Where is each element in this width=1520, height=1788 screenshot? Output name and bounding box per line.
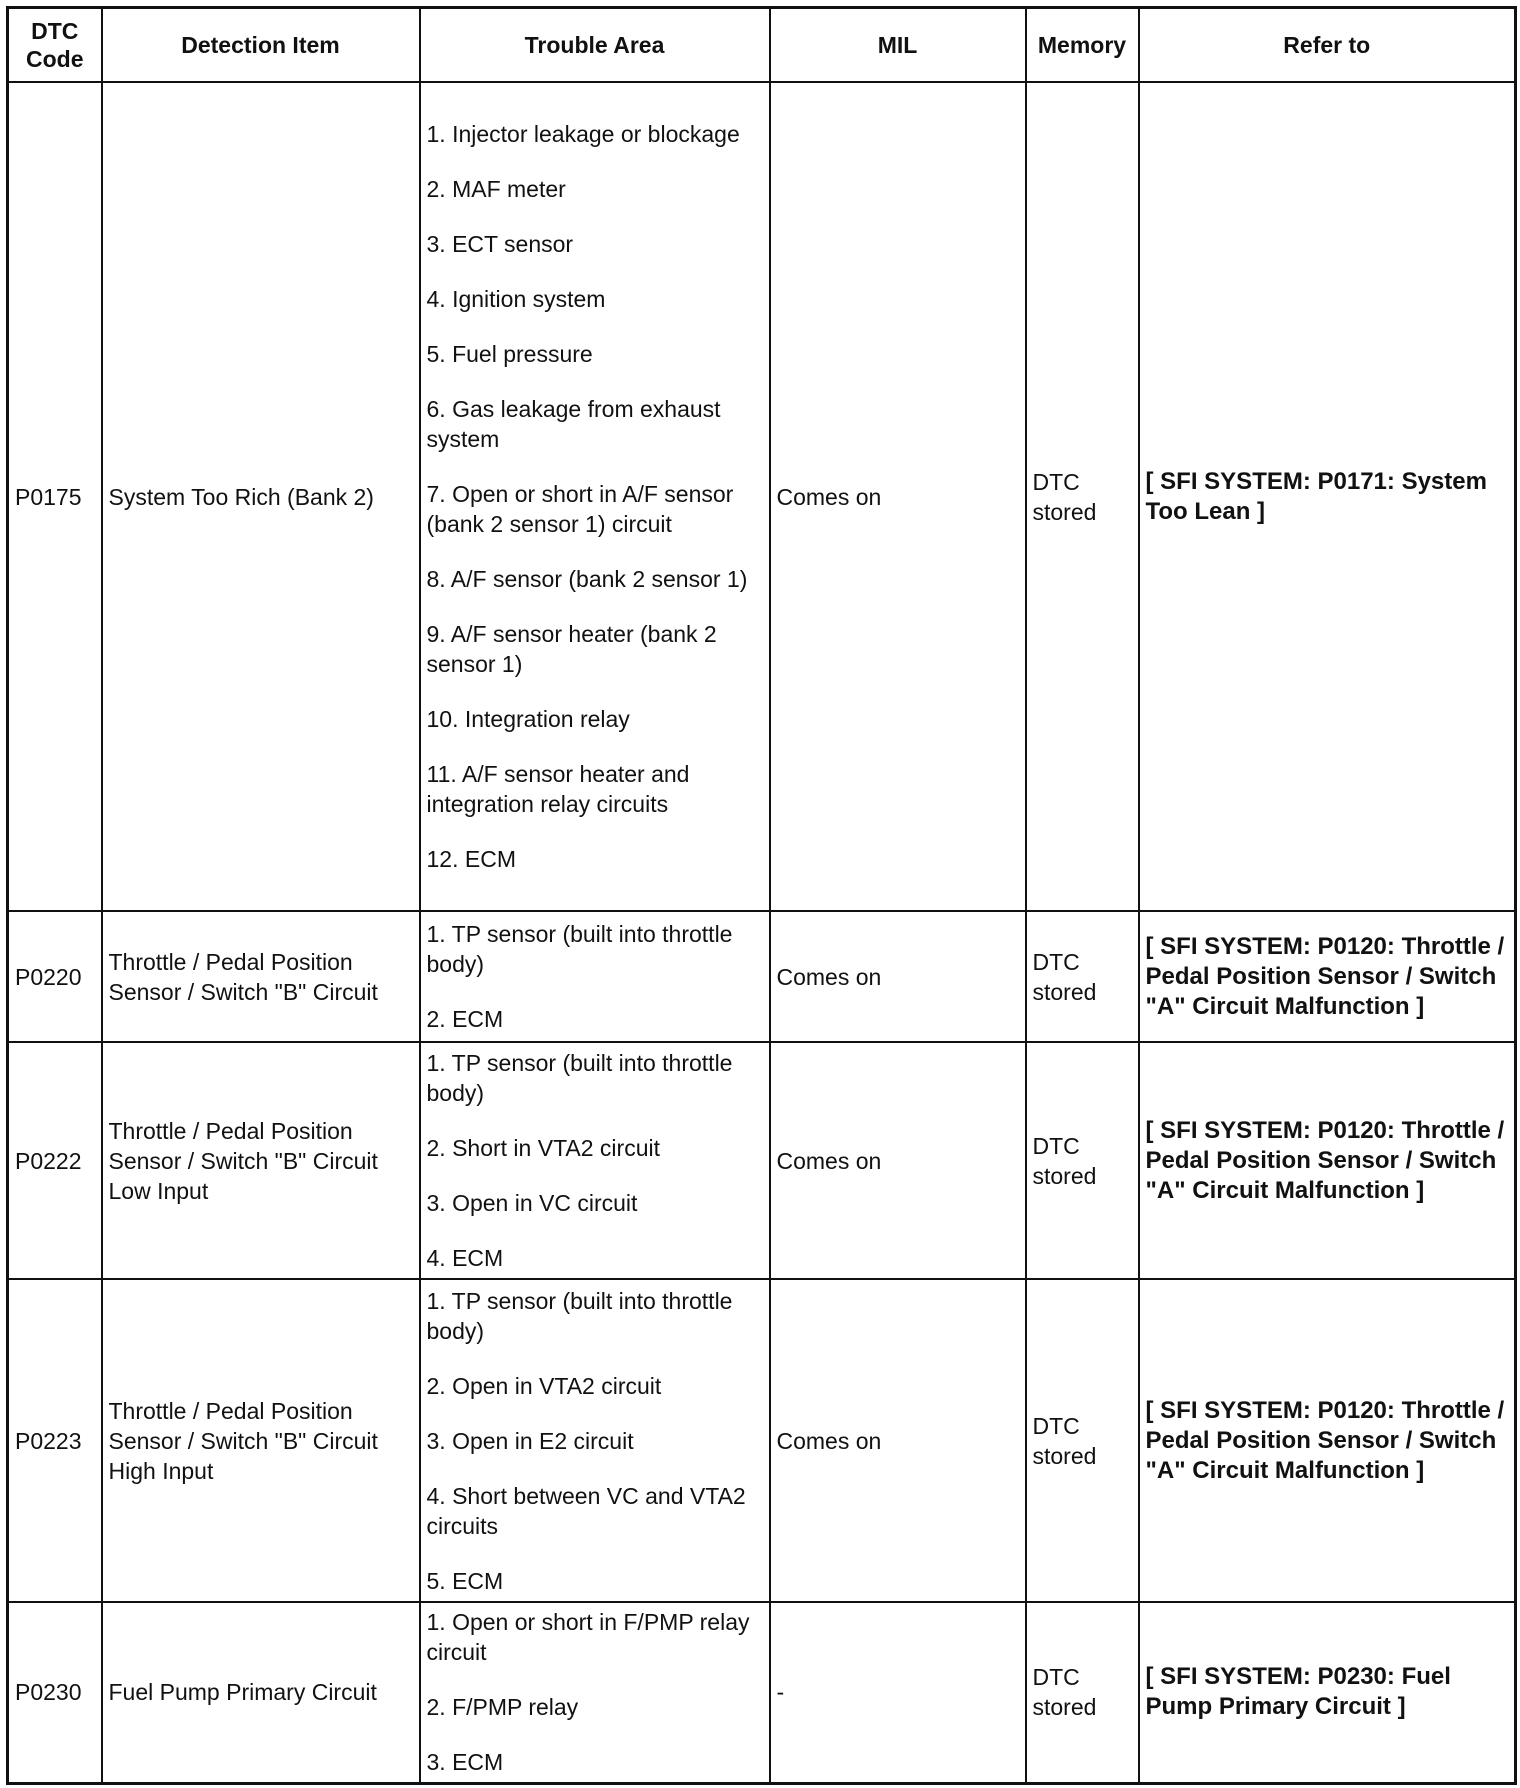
trouble-area-item: 5. ECM (426, 1567, 504, 1594)
table-row (8, 911, 1516, 1042)
table-row (8, 1042, 1516, 1279)
header-detection-item: Detection Item (102, 8, 420, 83)
table-row (8, 82, 1516, 911)
memory-cell: DTC stored (1026, 1042, 1139, 1279)
refer-to-link[interactable]: [ SFI SYSTEM: P0120: Throttle / Pedal Position Sensor / Switch "A" Circuit Malfunction ] (1139, 1279, 1516, 1602)
refer-to-link[interactable]: [ SFI SYSTEM: P0120: Throttle / Pedal Position Sensor / Switch "A" Circuit Malfunction ] (1139, 1042, 1516, 1279)
table-row (8, 1602, 1516, 1783)
header-trouble-area: Trouble Area (420, 8, 770, 83)
detection-item-cell: Throttle / Pedal Position Sensor / Switch "B" Circuit Low Input (102, 1042, 420, 1279)
header-mil: MIL (770, 8, 1026, 83)
trouble-area-item: 1. Injector leakage or blockage (426, 121, 740, 147)
header-refer-to: Refer to (1139, 8, 1516, 83)
trouble-area-item: 4. ECM (426, 1245, 504, 1271)
detection-item-cell: Throttle / Pedal Position Sensor / Switch "B" Circuit (102, 911, 420, 1042)
trouble-area-item: 2. Open in VTA2 circuit (426, 1372, 662, 1399)
trouble-area-item: 1. TP sensor (built into throttle body) (426, 921, 733, 977)
mil-cell: Comes on (770, 82, 1026, 911)
trouble-area-cell (420, 82, 770, 911)
trouble-area-item: 3. Open in E2 circuit (426, 1427, 634, 1454)
trouble-area-item: 6. Gas leakage from exhaust system (426, 396, 721, 452)
mil-cell: Comes on (770, 911, 1026, 1042)
document-page (6, 6, 1514, 1780)
trouble-area-item: 5. Fuel pressure (426, 341, 593, 367)
trouble-area-item: 1. TP sensor (built into throttle body) (426, 1287, 733, 1344)
detection-item-cell: Fuel Pump Primary Circuit (102, 1602, 420, 1783)
trouble-area-item: 2. ECM (426, 1006, 504, 1032)
memory-cell: DTC stored (1026, 911, 1139, 1042)
trouble-area-item: 2. F/PMP relay (426, 1694, 579, 1721)
mil-cell: - (770, 1602, 1026, 1783)
trouble-area-item: 3. ECM (426, 1749, 504, 1776)
dtc-code-cell: P0175 (8, 82, 102, 911)
memory-cell: DTC stored (1026, 1279, 1139, 1602)
trouble-area-item: 8. A/F sensor (bank 2 sensor 1) (426, 566, 748, 592)
trouble-area-item: 2. Short in VTA2 circuit (426, 1135, 660, 1161)
dtc-table (6, 6, 1517, 1785)
header-dtc-code: DTC Code (8, 8, 102, 83)
dtc-code-cell: P0220 (8, 911, 102, 1042)
detection-item-cell: Throttle / Pedal Position Sensor / Switch "B" Circuit High Input (102, 1279, 420, 1602)
trouble-area-item: 9. A/F sensor heater (bank 2 sensor 1) (426, 621, 717, 677)
trouble-area-item: 4. Ignition system (426, 286, 606, 312)
trouble-area-item: 1. Open or short in F/PMP relay circuit (426, 1609, 750, 1666)
trouble-area-item: 2. MAF meter (426, 176, 566, 202)
trouble-area-item: 12. ECM (426, 846, 516, 872)
dtc-code-cell: P0223 (8, 1279, 102, 1602)
trouble-area-item: 7. Open or short in A/F sensor (bank 2 sensor 1) circuit (426, 481, 734, 537)
trouble-area-item: 1. TP sensor (built into throttle body) (426, 1050, 733, 1106)
mil-cell: Comes on (770, 1279, 1026, 1602)
trouble-area-item: 3. Open in VC circuit (426, 1190, 638, 1216)
trouble-area-cell (420, 1602, 770, 1783)
trouble-area-cell (420, 1279, 770, 1602)
trouble-area-cell (420, 911, 770, 1042)
table-row (8, 1279, 1516, 1602)
detection-item-cell: System Too Rich (Bank 2) (102, 82, 420, 911)
mil-cell: Comes on (770, 1042, 1026, 1279)
refer-to-link[interactable]: [ SFI SYSTEM: P0171: System Too Lean ] (1139, 82, 1516, 911)
dtc-code-cell: P0222 (8, 1042, 102, 1279)
memory-cell: DTC stored (1026, 1602, 1139, 1783)
header-memory: Memory (1026, 8, 1139, 83)
refer-to-link[interactable]: [ SFI SYSTEM: P0120: Throttle / Pedal Position Sensor / Switch "A" Circuit Malfunction ] (1139, 911, 1516, 1042)
trouble-area-item: 3. ECT sensor (426, 231, 574, 257)
dtc-code-cell: P0230 (8, 1602, 102, 1783)
trouble-area-item: 11. A/F sensor heater and integration relay circuits (426, 761, 690, 817)
memory-cell: DTC stored (1026, 82, 1139, 911)
trouble-area-item: 10. Integration relay (426, 706, 630, 732)
trouble-area-cell (420, 1042, 770, 1279)
trouble-area-item: 4. Short between VC and VTA2 circuits (426, 1482, 746, 1539)
table-header-row (8, 8, 1516, 83)
refer-to-link[interactable]: [ SFI SYSTEM: P0230: Fuel Pump Primary Circuit ] (1139, 1602, 1516, 1783)
